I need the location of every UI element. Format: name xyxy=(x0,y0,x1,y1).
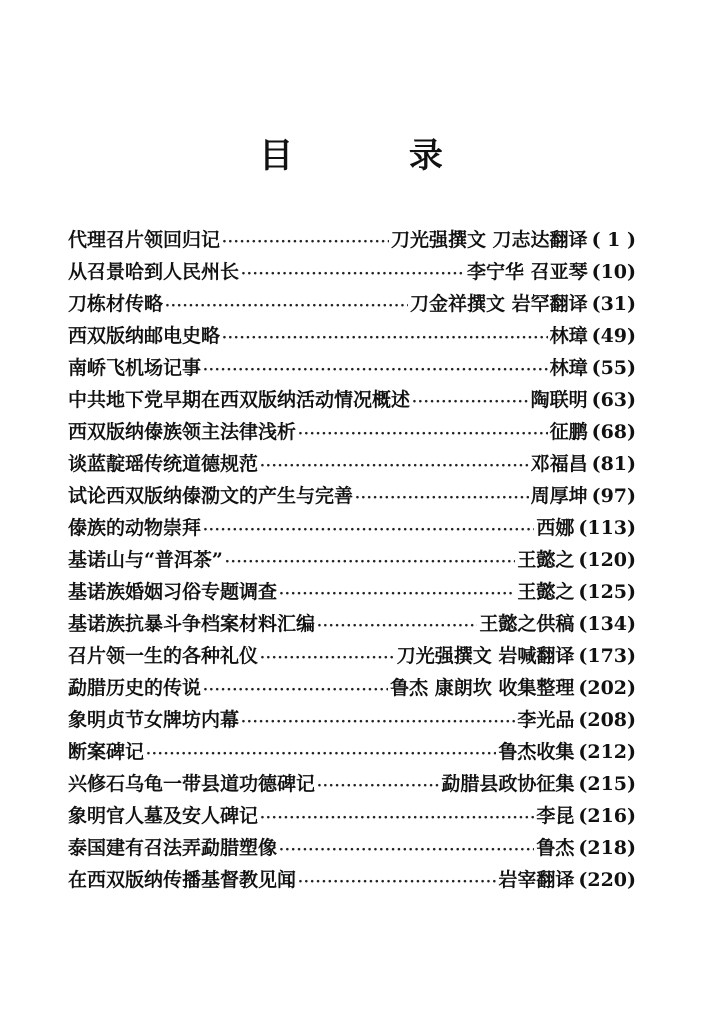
toc-entry-page: (134) xyxy=(578,613,636,635)
toc-entry-author: 鲁杰收集 xyxy=(498,741,575,763)
toc-entry-title: 刀栋材传略 xyxy=(68,293,164,315)
toc-entry-author: 陶联明 xyxy=(530,389,588,411)
toc-entry-title: 试论西双版纳傣泐文的产生与完善 xyxy=(68,485,354,507)
toc-entry-title: 代理召片领回归记 xyxy=(68,229,221,251)
toc-entry-author: 林璋 xyxy=(549,357,588,379)
dot-leader xyxy=(298,418,548,448)
dot-leader xyxy=(203,514,534,544)
toc-entry-author: 李昆 xyxy=(536,805,575,827)
toc-entry-author: 岩宰翻译 xyxy=(498,869,575,891)
dot-leader xyxy=(225,546,515,576)
toc-entry-author: 征鹏 xyxy=(549,421,588,443)
toc-entry-page: (97) xyxy=(591,485,636,507)
toc-entry[interactable] xyxy=(68,640,636,672)
dot-leader xyxy=(298,866,496,896)
toc-entry[interactable] xyxy=(68,704,636,736)
dot-leader xyxy=(317,610,477,640)
toc-entry[interactable] xyxy=(68,832,636,864)
toc-entry-author: 李宁华 召亚琴 xyxy=(466,261,588,283)
toc-entry-page: (125) xyxy=(578,581,636,603)
toc-entry-title: 傣族的动物崇拜 xyxy=(68,517,202,539)
toc-entry-title: 兴修石乌龟一带县道功德碑记 xyxy=(68,773,316,795)
toc-entry[interactable] xyxy=(68,448,636,480)
dot-leader xyxy=(165,290,408,320)
toc-entry-page: (173) xyxy=(578,645,636,667)
toc-entry[interactable] xyxy=(68,768,636,800)
dot-leader xyxy=(317,770,439,800)
toc-entry-author: 李光品 xyxy=(517,709,575,731)
dot-leader xyxy=(222,226,389,256)
toc-entry-author: 邓福昌 xyxy=(530,453,588,475)
toc-entry-title: 基诺族婚姻习俗专题调查 xyxy=(68,581,278,603)
toc-entry-author: 鲁杰 康朗坎 收集整理 xyxy=(390,677,575,699)
toc-entry-title: 基诺山与“普洱茶” xyxy=(68,549,223,571)
page-title: 目 录 xyxy=(259,136,495,176)
toc-entry[interactable] xyxy=(68,576,636,608)
toc-entry-author: 刀金祥撰文 岩罕翻译 xyxy=(409,293,588,315)
toc-entry-page: (202) xyxy=(578,677,636,699)
toc-entry-title: 中共地下党早期在西双版纳活动情况概述 xyxy=(68,389,411,411)
toc-entry-title: 象明贞节女牌坊内幕 xyxy=(68,709,240,731)
toc-entry-page: (220) xyxy=(578,869,636,891)
toc-entry-page: (10) xyxy=(591,261,636,283)
toc-entry[interactable] xyxy=(68,608,636,640)
toc-entry-page: (55) xyxy=(591,357,636,379)
dot-leader xyxy=(260,802,534,832)
toc-entry[interactable] xyxy=(68,416,636,448)
toc-entry-page: (208) xyxy=(578,709,636,731)
toc-entry-page: (218) xyxy=(578,837,636,859)
toc-entry[interactable] xyxy=(68,288,636,320)
dot-leader xyxy=(203,674,388,704)
toc-entry-title: 象明官人墓及安人碑记 xyxy=(68,805,259,827)
dot-leader xyxy=(279,834,534,864)
toc-entry-title: 谈蓝靛瑶传统道德规范 xyxy=(68,453,259,475)
toc-entry[interactable] xyxy=(68,736,636,768)
toc-entry-page: (81) xyxy=(591,453,636,475)
dot-leader xyxy=(260,642,395,672)
toc-entry-page: (68) xyxy=(591,421,636,443)
toc-entry-page: (120) xyxy=(578,549,636,571)
toc-entry-title: 西双版纳邮电史略 xyxy=(68,325,221,347)
toc-entry-page: (63) xyxy=(591,389,636,411)
toc-entry-title: 基诺族抗暴斗争档案材料汇编 xyxy=(68,613,316,635)
toc-entry-author: 王懿之供稿 xyxy=(479,613,575,635)
toc-entry-page: ( 1 ) xyxy=(591,229,636,251)
toc-entry-page: (31) xyxy=(591,293,636,315)
toc-entry[interactable] xyxy=(68,480,636,512)
dot-leader xyxy=(241,258,465,288)
dot-leader xyxy=(355,482,529,512)
toc-entry-page: (215) xyxy=(578,773,636,795)
toc-entry-title: 召片领一生的各种礼仪 xyxy=(68,645,259,667)
toc-entry-title: 在西双版纳传播基督教见闻 xyxy=(68,869,297,891)
toc-entry[interactable] xyxy=(68,352,636,384)
toc-entry-title: 断案碑记 xyxy=(68,741,145,763)
toc-entry[interactable] xyxy=(68,224,636,256)
dot-leader xyxy=(222,322,548,352)
toc-entry-author: 西娜 xyxy=(536,517,575,539)
toc-entry-page: (113) xyxy=(578,517,636,539)
dot-leader xyxy=(260,450,529,480)
toc-entry-title: 勐腊历史的传说 xyxy=(68,677,202,699)
toc-entry-author: 林璋 xyxy=(549,325,588,347)
toc-entry-title: 南峤飞机场记事 xyxy=(68,357,202,379)
toc-entry-title: 西双版纳傣族领主法律浅析 xyxy=(68,421,297,443)
dot-leader xyxy=(241,706,515,736)
dot-leader xyxy=(412,386,529,416)
dot-leader xyxy=(146,738,496,768)
toc-entry[interactable] xyxy=(68,256,636,288)
toc-entry-author: 勐腊县政协征集 xyxy=(441,773,575,795)
toc-entry-title: 从召景哈到人民州长 xyxy=(68,261,240,283)
toc-entry[interactable] xyxy=(68,384,636,416)
toc-entry-title: 泰国建有召法弄勐腊塑像 xyxy=(68,837,278,859)
dot-leader xyxy=(279,578,515,608)
toc-entry[interactable] xyxy=(68,544,636,576)
toc-entry-page: (212) xyxy=(578,741,636,763)
toc-entry-page: (216) xyxy=(578,805,636,827)
toc-entry-author: 王懿之 xyxy=(517,549,575,571)
toc-entry-author: 刀光强撰文 岩喊翻译 xyxy=(396,645,575,667)
toc-entry-author: 刀光强撰文 刀志达翻译 xyxy=(390,229,588,251)
toc-entry[interactable] xyxy=(68,512,636,544)
toc-entry[interactable] xyxy=(68,672,636,704)
toc-entry[interactable] xyxy=(68,800,636,832)
dot-leader xyxy=(203,354,548,384)
toc-entry[interactable] xyxy=(68,320,636,352)
toc-entry-page: (49) xyxy=(591,325,636,347)
toc-entry[interactable] xyxy=(68,864,636,896)
toc-entry-author: 鲁杰 xyxy=(536,837,575,859)
toc-list xyxy=(68,224,636,896)
toc-entry-author: 王懿之 xyxy=(517,581,575,603)
toc-entry-author: 周厚坤 xyxy=(530,485,588,507)
